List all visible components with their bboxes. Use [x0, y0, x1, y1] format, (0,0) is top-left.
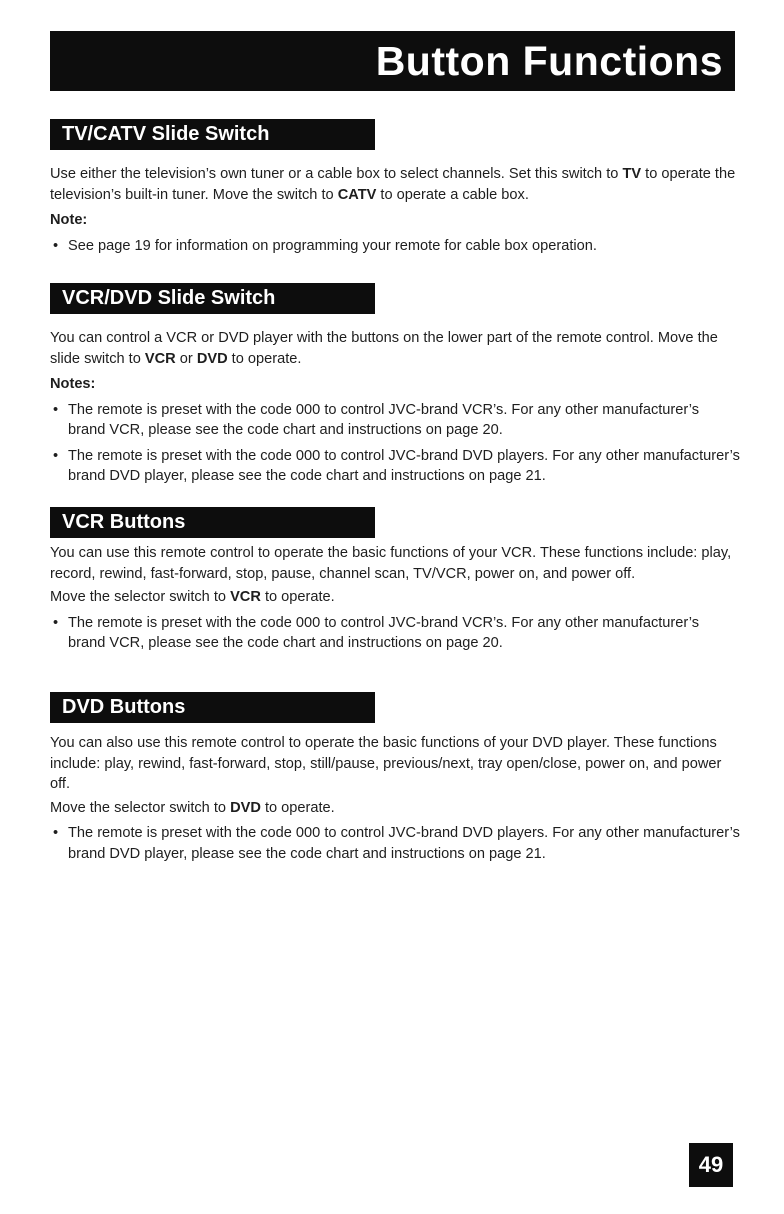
list-item: • The remote is preset with the code 000 to control JVC-brand VCR’s. For any other manufacturer’s brand VCR, please see the code chart and instructions on page 20. [53, 614, 700, 651]
list-item: • The remote is preset with the code 000 to control JVC-brand VCR’s. For any other manufacturer’s brand VCR, please see the code chart and instructions on page 20. [53, 401, 700, 438]
list-item: • The remote is preset with the code 000 to control JVC-brand DVD players. For any other manufacturer’s brand DVD player, please see the code chart and instructions on page 21. [53, 447, 740, 484]
page-number: 49 [689, 1143, 733, 1187]
section-tv-catv-body [50, 164, 740, 256]
section-dvd-buttons-body [50, 733, 740, 864]
paragraph: You can control a VCR or DVD player with the buttons on the lower part of the remote control. Move the slide switch to VCR or DVD to operate. [50, 330, 718, 367]
section-heading-vcr-dvd: VCR/DVD Slide Switch [50, 283, 375, 314]
page-title-banner [50, 31, 735, 91]
note-label: Note: [50, 212, 88, 228]
list-item: • The remote is preset with the code 000 to control JVC-brand DVD players. For any other manufacturer’s brand DVD player, please see the code chart and instructions on page 21. [53, 825, 740, 862]
paragraph: You can use this remote control to operate the basic functions of your VCR. These functions include: play, record, rewind, fast-forward, stop, pause, channel scan, TV/VCR, power on, and power off. [50, 545, 732, 582]
notes-label: Notes: [50, 376, 96, 392]
section-vcr-buttons-body [50, 543, 740, 654]
paragraph: You can also use this remote control to operate the basic functions of your DVD player. These functions include: play, rewind, fast-forward, stop, still/pause, previous/next, tray open/close, power on, and power off. [50, 735, 722, 792]
paragraph: Move the selector switch to VCR to operate. [50, 589, 335, 605]
list-item: • See page 19 for information on programming your remote for cable box operation. [53, 237, 597, 254]
paragraph: Use either the television’s own tuner or a cable box to select channels. Set this switch to TV to operate the television’s built-in tuner. Move the switch to CATV to operate a cable box. [50, 166, 736, 203]
paragraph: Move the selector switch to DVD to operate. [50, 799, 335, 816]
section-heading-tv-catv: TV/CATV Slide Switch [50, 119, 375, 150]
section-heading-vcr-buttons: VCR Buttons [50, 507, 375, 538]
page-title: Button Functions [375, 38, 723, 84]
section-heading-dvd-buttons: DVD Buttons [50, 692, 375, 723]
section-vcr-dvd-body [50, 328, 740, 487]
